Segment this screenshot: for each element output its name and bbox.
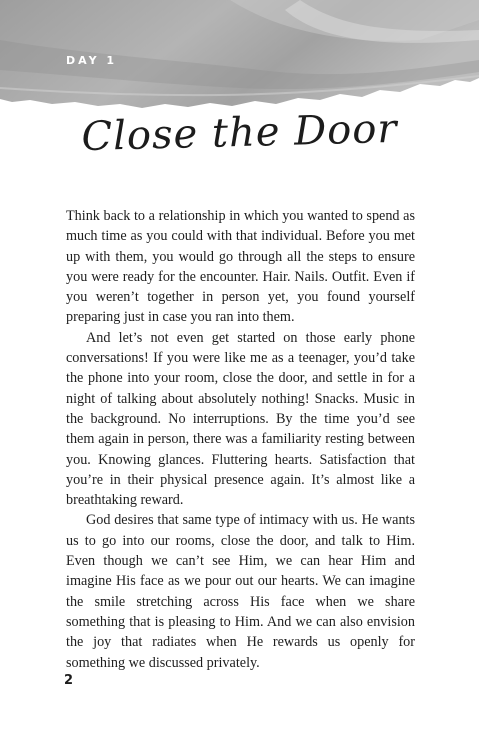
paragraph-3: God desires that same type of intimacy with us. He wants us to go into our rooms, close the door, and talk to Him. Even though we can’t see Him, we can hear Him and imagine His face as we pour out our hearts. We can imagine the smile stretching across His face when we share something that is pleasing to Him. And we can also envision the joy that radiates when He rewards us openly for something we discussed privately. [66,512,415,671]
day-label: DAY 1 [66,54,118,67]
page-number: 2 [64,673,74,688]
paragraph-1: Think back to a relationship in which you wanted to spend as much time as you could with that individual. Before you met up with them, you would go through all the steps to ensure you were ready for the encounter. Hair. Nails. Outfit. Even if you weren’t together in person yet, you found yourself preparing just in case you ran into them. [66,208,415,326]
body-text [66,206,415,673]
paragraph-2: And let’s not even get started on those early phone conversations! If you were like me as a teenager, you’d take the phone into your room, close the door, and settle in for a night of talking about absolutely nothing! Snacks. Music in the background. No interruptions. By the time you’d see them again in person, there was a familiarity resting between you. Knowing glances. Fluttering hearts. Satisfaction that you’re in their physical presence again. It’s almost like a breathtaking reward. [66,329,415,509]
chapter-title: Close the Door [80,105,399,161]
